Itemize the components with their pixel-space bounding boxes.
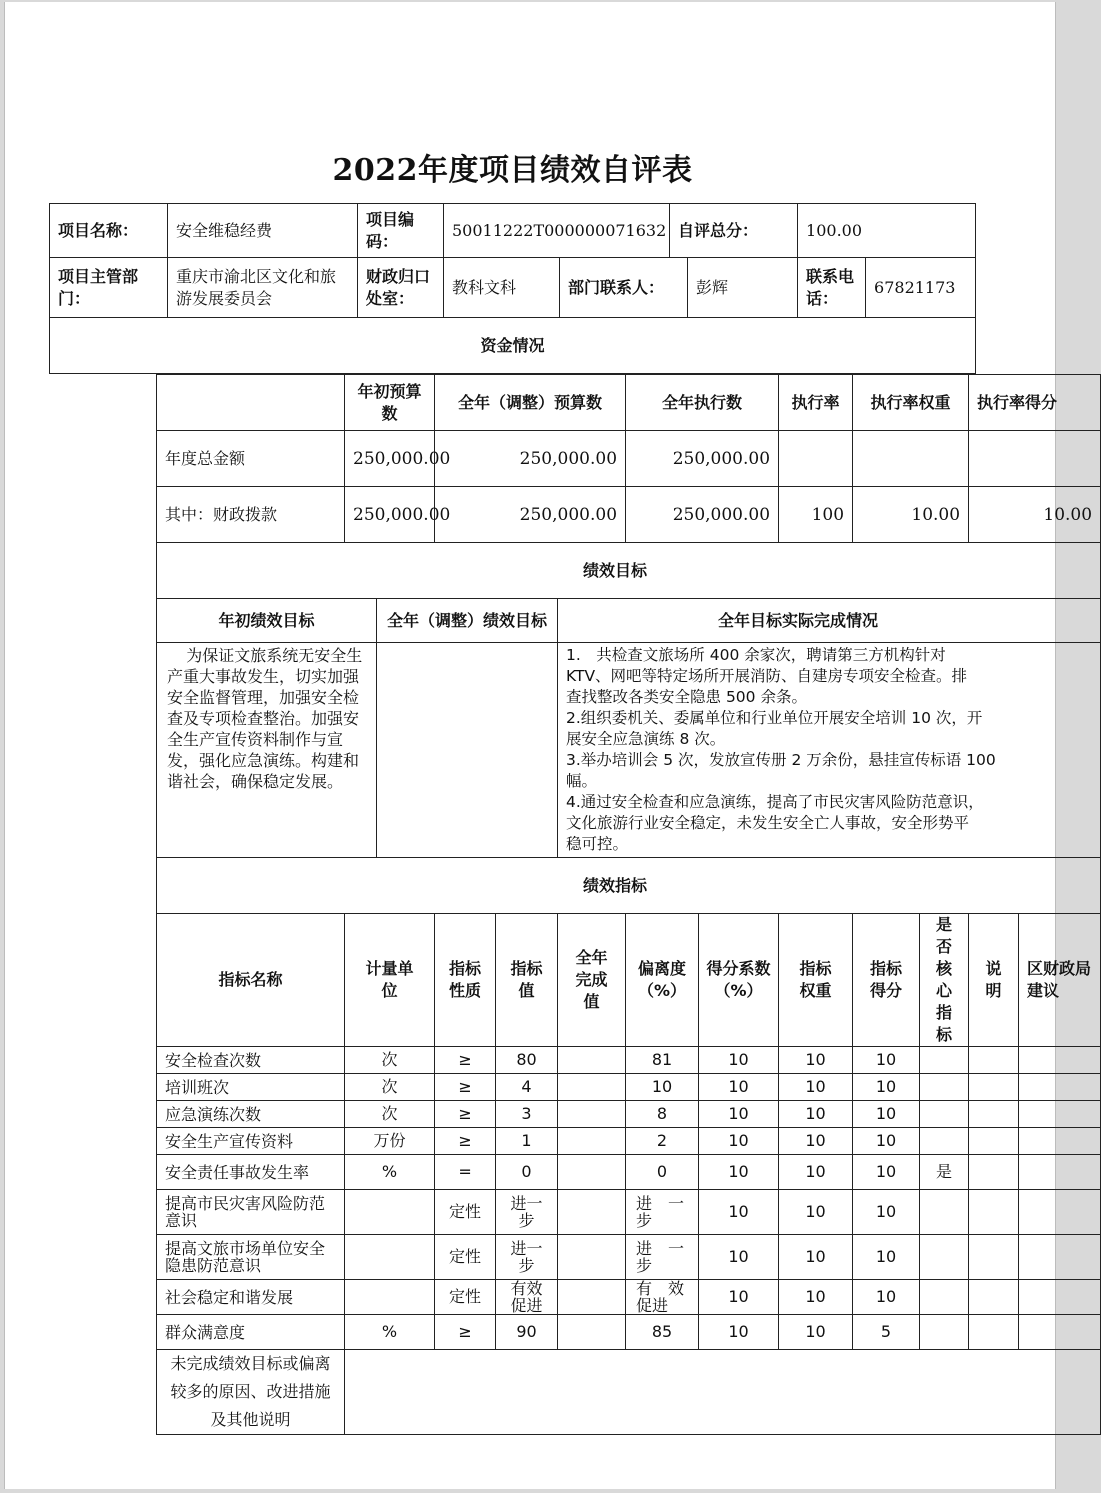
indicator-nature: ≥	[435, 1315, 496, 1350]
indicator-row	[157, 1280, 1101, 1315]
indicator-weight: 10	[779, 1074, 853, 1101]
funds-cell	[969, 431, 1101, 487]
goals-col-initial: 年初绩效目标	[157, 599, 377, 643]
actual-line: 2.组织委机关、委属单位和行业单位开展安全培训 10 次，开	[566, 709, 983, 727]
indicator-done	[558, 1047, 626, 1074]
indicator-done	[558, 1190, 626, 1235]
indicator-coef: 10	[699, 1280, 779, 1315]
indicator-advice	[1019, 1074, 1101, 1101]
goals-section-title: 绩效目标	[157, 543, 1101, 599]
indicator-note	[969, 1155, 1019, 1190]
funds-cell	[853, 431, 969, 487]
indicator-nature: =	[435, 1155, 496, 1190]
indicators-section-title: 绩效指标	[157, 858, 1101, 914]
indicator-row	[157, 1128, 1101, 1155]
indicator-done	[558, 1315, 626, 1350]
indicator-coef: 10	[699, 1101, 779, 1128]
indicator-value: 0	[496, 1155, 558, 1190]
actual-line: 1. 共检查文旅场所 400 余家次，聘请第三方机构针对	[566, 646, 946, 664]
indicator-unit: 次	[345, 1074, 435, 1101]
funds-cell: 250,000.00	[435, 487, 626, 543]
indicator-row	[157, 1315, 1101, 1350]
indicator-coef: 10	[699, 1315, 779, 1350]
ind-col-score: 指标得分	[853, 914, 920, 1047]
indicator-note	[969, 1047, 1019, 1074]
self-score-label: 自评总分：	[670, 204, 798, 258]
indicator-row	[157, 1074, 1101, 1101]
indicator-row	[157, 1190, 1101, 1235]
funds-section-title: 资金情况	[50, 318, 976, 374]
finance-label: 财政归口处室：	[358, 258, 444, 318]
indicator-advice	[1019, 1047, 1101, 1074]
indicator-core	[920, 1190, 969, 1235]
indicator-advice	[1019, 1280, 1101, 1315]
goals-col-actual: 全年目标实际完成情况	[558, 599, 1101, 643]
ind-col-value: 指标值	[496, 914, 558, 1047]
indicator-coef: 10	[699, 1235, 779, 1280]
indicator-done	[558, 1128, 626, 1155]
indicator-done	[558, 1101, 626, 1128]
funds-corner	[157, 375, 345, 431]
indicator-weight: 10	[779, 1101, 853, 1128]
indicator-core	[920, 1101, 969, 1128]
funds-cell: 250,000.00	[345, 431, 435, 487]
indicator-note	[969, 1128, 1019, 1155]
actual-line: 展安全应急演练 8 次。	[566, 730, 726, 748]
actual-line: 查找整改各类安全隐患 500 余条。	[566, 688, 807, 706]
indicator-name: 应急演练次数	[157, 1101, 345, 1128]
indicator-value: 80	[496, 1047, 558, 1074]
funds-cell: 250,000.00	[626, 431, 779, 487]
indicator-core	[920, 1074, 969, 1101]
actual-line: KTV、网吧等特定场所开展消防、自建房专项安全检查。排	[566, 667, 968, 685]
indicator-dev: 85	[626, 1315, 699, 1350]
indicator-score: 10	[853, 1047, 920, 1074]
goals-col-adjusted: 全年（调整）绩效目标	[377, 599, 558, 643]
actual-line: 4.通过安全检查和应急演练，提高了市民灾害风险防范意识，	[566, 793, 984, 811]
indicator-coef: 10	[699, 1190, 779, 1235]
indicator-unit	[345, 1190, 435, 1235]
phone-value: 67821173	[866, 258, 976, 318]
indicator-score: 10	[853, 1280, 920, 1315]
funds-col-rate: 执行率	[779, 375, 853, 431]
funds-row	[157, 431, 1101, 487]
indicator-note	[969, 1101, 1019, 1128]
ind-col-dev: 偏离度（%）	[626, 914, 699, 1047]
indicator-coef: 10	[699, 1047, 779, 1074]
indicator-dev: 8	[626, 1101, 699, 1128]
goals-adjusted-text	[377, 643, 558, 858]
indicator-unit	[345, 1280, 435, 1315]
indicator-core	[920, 1280, 969, 1315]
indicator-name: 群众满意度	[157, 1315, 345, 1350]
indicator-done	[558, 1155, 626, 1190]
project-name-label: 项目名称：	[50, 204, 168, 258]
actual-line: 3.举办培训会 5 次，发放宣传册 2 万余份，悬挂宣传标语 100	[566, 751, 996, 769]
indicator-score: 10	[853, 1235, 920, 1280]
indicator-weight: 10	[779, 1047, 853, 1074]
indicator-weight: 10	[779, 1128, 853, 1155]
indicator-value: 3	[496, 1101, 558, 1128]
self-score-value: 100.00	[798, 204, 976, 258]
indicator-done	[558, 1280, 626, 1315]
indicator-nature: ≥	[435, 1074, 496, 1101]
indicator-core	[920, 1128, 969, 1155]
funds-cell: 10.00	[853, 487, 969, 543]
ind-col-unit: 计量单位	[345, 914, 435, 1047]
funds-cell: 100	[779, 487, 853, 543]
funds-col-executed: 全年执行数	[626, 375, 779, 431]
indicator-nature: 定性	[435, 1280, 496, 1315]
actual-line: 文化旅游行业安全稳定，未发生安全亡人事故，安全形势平	[566, 814, 970, 832]
page-title: 2022年度项目绩效自评表	[332, 153, 693, 188]
goals-actual-text	[558, 643, 1101, 858]
indicator-unit: 次	[345, 1047, 435, 1074]
project-code-value: 50011222T000000071632	[444, 204, 670, 258]
footer-text	[345, 1350, 1101, 1435]
indicator-score: 10	[853, 1155, 920, 1190]
indicator-done	[558, 1235, 626, 1280]
ind-col-note: 说明	[969, 914, 1019, 1047]
indicator-unit: 次	[345, 1101, 435, 1128]
ind-col-coef: 得分系数（%）	[699, 914, 779, 1047]
ind-col-nature: 指标性质	[435, 914, 496, 1047]
funds-cell: 250,000.00	[345, 487, 435, 543]
indicator-note	[969, 1235, 1019, 1280]
indicator-coef: 10	[699, 1155, 779, 1190]
indicator-dev: 81	[626, 1047, 699, 1074]
indicator-nature: ≥	[435, 1101, 496, 1128]
indicator-dev: 2	[626, 1128, 699, 1155]
contact-value: 彭辉	[688, 258, 798, 318]
indicator-nature: 定性	[435, 1235, 496, 1280]
indicator-advice	[1019, 1315, 1101, 1350]
indicator-nature: ≥	[435, 1047, 496, 1074]
indicator-note	[969, 1074, 1019, 1101]
funds-cell: 10.00	[969, 487, 1101, 543]
funds-cell	[779, 431, 853, 487]
indicator-weight: 10	[779, 1190, 853, 1235]
indicator-advice	[1019, 1155, 1101, 1190]
funds-col-adjusted: 全年（调整）预算数	[435, 375, 626, 431]
indicator-name: 提高市民灾害风险防范意识	[157, 1190, 345, 1235]
project-info-table	[49, 203, 976, 374]
indicator-name: 安全生产宣传资料	[157, 1128, 345, 1155]
indicator-advice	[1019, 1190, 1101, 1235]
funds-col-weight: 执行率权重	[853, 375, 969, 431]
indicator-score: 10	[853, 1074, 920, 1101]
indicator-note	[969, 1315, 1019, 1350]
indicator-dev: 有 效促进	[626, 1280, 699, 1315]
indicator-value: 90	[496, 1315, 558, 1350]
ind-col-done: 全年完成值	[558, 914, 626, 1047]
indicator-note	[969, 1280, 1019, 1315]
funds-row-label: 其中：财政拨款	[157, 487, 345, 543]
ind-col-advice: 区财政局建议	[1019, 914, 1101, 1047]
contact-label: 部门联系人：	[560, 258, 688, 318]
indicator-value: 有效促进	[496, 1280, 558, 1315]
indicator-name: 提高文旅市场单位安全隐患防范意识	[157, 1235, 345, 1280]
indicator-unit: 万份	[345, 1128, 435, 1155]
dept-value: 重庆市渝北区文化和旅游发展委员会	[168, 258, 358, 318]
indicator-row	[157, 1155, 1101, 1190]
goals-initial-text: 为保证文旅系统无安全生产重大事故发生，切实加强安全监督管理，加强安全检查及专项检查整治。加强安全生产宣传资料制作与宣发，强化应急演练。构建和谐社会，确保稳定发展。	[157, 643, 377, 858]
footer-label: 未完成绩效目标或偏离较多的原因、改进措施及其他说明	[157, 1350, 345, 1435]
indicator-unit: %	[345, 1315, 435, 1350]
phone-label: 联系电话：	[798, 258, 866, 318]
indicator-unit	[345, 1235, 435, 1280]
indicator-weight: 10	[779, 1315, 853, 1350]
funds-cell: 250,000.00	[435, 431, 626, 487]
indicator-name: 培训班次	[157, 1074, 345, 1101]
ind-col-name: 指标名称	[157, 914, 345, 1047]
indicator-dev: 10	[626, 1074, 699, 1101]
indicator-unit: %	[345, 1155, 435, 1190]
indicator-coef: 10	[699, 1128, 779, 1155]
indicator-score: 10	[853, 1128, 920, 1155]
indicator-weight: 10	[779, 1155, 853, 1190]
indicator-name: 社会稳定和谐发展	[157, 1280, 345, 1315]
funds-col-score: 执行率得分	[969, 375, 1101, 431]
actual-line: 幅。	[566, 772, 598, 790]
project-name-value: 安全维稳经费	[168, 204, 358, 258]
indicator-nature: ≥	[435, 1128, 496, 1155]
performance-table	[156, 374, 1101, 1047]
document-page	[4, 2, 1093, 1489]
funds-cell: 250,000.00	[626, 487, 779, 543]
indicator-value: 4	[496, 1074, 558, 1101]
indicator-coef: 10	[699, 1074, 779, 1101]
indicator-dev: 进 一步	[626, 1190, 699, 1235]
indicator-advice	[1019, 1128, 1101, 1155]
indicator-weight: 10	[779, 1235, 853, 1280]
indicator-advice	[1019, 1101, 1101, 1128]
indicator-weight: 10	[779, 1280, 853, 1315]
indicator-core: 是	[920, 1155, 969, 1190]
project-code-label: 项目编码：	[358, 204, 444, 258]
indicator-value: 1	[496, 1128, 558, 1155]
ind-col-core: 是否核心指标	[920, 914, 969, 1047]
finance-value: 教科文科	[444, 258, 560, 318]
indicator-score: 5	[853, 1315, 920, 1350]
indicator-done	[558, 1074, 626, 1101]
indicator-row	[157, 1047, 1101, 1074]
indicator-dev: 进 一步	[626, 1235, 699, 1280]
indicator-value: 进一步	[496, 1190, 558, 1235]
actual-line: 稳可控。	[566, 835, 629, 853]
indicator-note	[969, 1190, 1019, 1235]
indicator-value: 进一步	[496, 1235, 558, 1280]
indicator-name: 安全责任事故发生率	[157, 1155, 345, 1190]
funds-row	[157, 487, 1101, 543]
indicator-advice	[1019, 1235, 1101, 1280]
indicators-rows-table	[156, 1046, 1101, 1435]
funds-col-initial: 年初预算数	[345, 375, 435, 431]
indicator-row	[157, 1101, 1101, 1128]
indicator-core	[920, 1315, 969, 1350]
indicator-core	[920, 1235, 969, 1280]
indicator-dev: 0	[626, 1155, 699, 1190]
dept-label: 项目主管部门：	[50, 258, 168, 318]
indicator-nature: 定性	[435, 1190, 496, 1235]
indicator-score: 10	[853, 1190, 920, 1235]
indicator-core	[920, 1047, 969, 1074]
indicator-row	[157, 1235, 1101, 1280]
indicator-score: 10	[853, 1101, 920, 1128]
ind-col-weight: 指标权重	[779, 914, 853, 1047]
funds-row-label: 年度总金额	[157, 431, 345, 487]
indicator-name: 安全检查次数	[157, 1047, 345, 1074]
